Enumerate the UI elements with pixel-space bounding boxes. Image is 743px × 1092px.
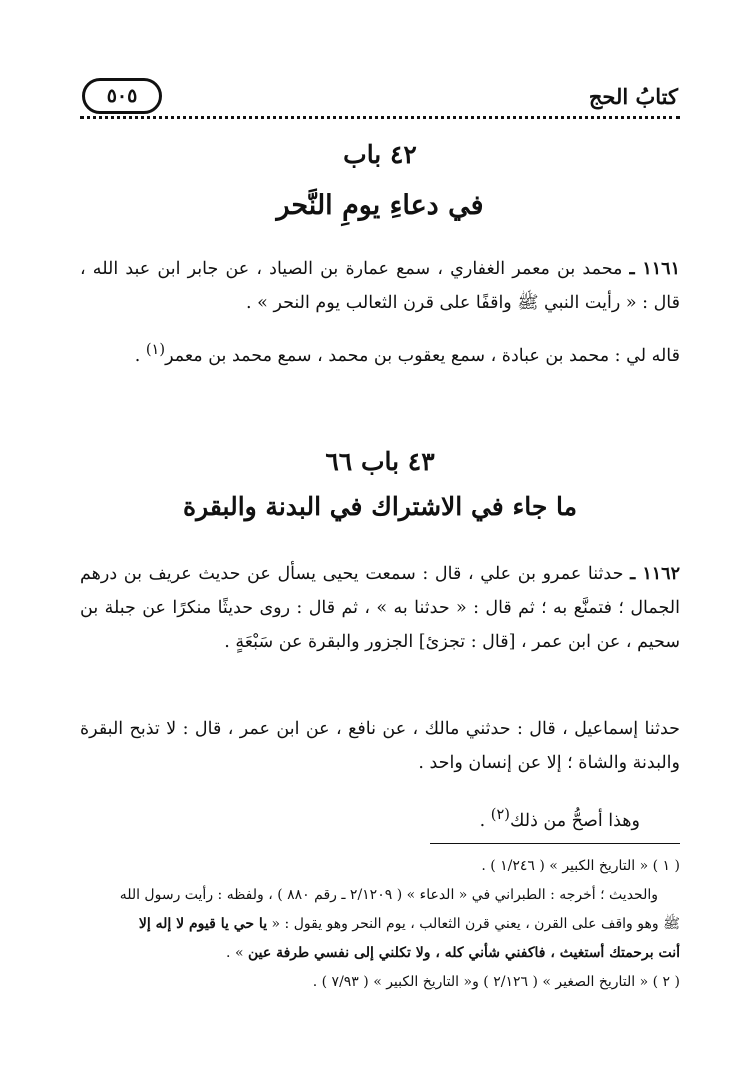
hadith-number: ١١٦١ ـ [629,259,680,279]
remark-text: وهذا أصحُّ من ذلك [509,810,640,831]
footnote-1-detail: والحديث ؛ أخرجه : الطبراني في « الدعاء » ( ٢/١٢٠٩ ـ رقم ٨٨٠ ) ، ولفظه : رأيت رسول الله [119,887,658,903]
footnote-marker[interactable]: (١) [145,341,166,358]
footnote-1-detail [80,939,680,968]
chapter-number: ٤٣ باب ٦٦ [325,447,435,476]
chain-text: قاله لي : محمد بن عبادة ، سمع يعقوب بن محمد ، سمع محمد بن معمر [165,345,680,366]
chapter-number: ٤٢ باب [343,140,417,169]
hadith-paragraph [80,557,680,659]
footnote-2: ( ٢ ) « التاريخ الصغير » ( ٢/١٢٦ ) و« التاريخ الكبير » ( ٧/٩٣ ) . [312,974,680,990]
chapter-title: ما جاء في الاشتراك في البدنة والبقرة [183,492,577,521]
chain-end: . [134,345,146,366]
footnote-quote: يا حي يا قيوم لا إله إلا [138,916,268,932]
page-number-badge: ٥٠٥ [82,78,162,114]
page-header [80,78,680,122]
footnote-1: ( ١ ) « التاريخ الكبير » ( ١/٢٤٦ ) . [481,858,680,874]
footnote-quote: أنت برحمتك أستغيث ، فاكفني شأني كله ، ولا تكلني إلى نفسي طرفة عين [247,945,680,961]
footnote-1-detail [80,910,680,939]
running-title: كتابُ الحج [588,84,678,109]
narration-paragraph [80,712,680,780]
hadith-paragraph [80,252,680,320]
chapter-title: في دعاءِ يومِ النَّحر [276,190,484,221]
footnote-divider [430,843,680,844]
hadith-text: محمد بن معمر الغفاري ، سمع عمارة بن الصياد ، عن جابر ابن عبد الله ، قال : « رأيت النبي ﷺ واقفًا على قرن الثعالب يوم النحر » . [80,259,680,313]
book-page [80,0,680,1092]
header-divider [80,116,680,123]
footnote-text: ﷺ وهو واقف على القرن ، يعني قرن الثعالب ، يوم النحر وهو يقول : « [267,916,680,932]
footnote-marker[interactable]: (٢) [490,806,510,823]
narration-text: حدثنا إسماعيل ، قال : حدثني مالك ، عن نافع ، عن ابن عمر ، قال : لا تذبح البقرة والبدنة والشاة ؛ إلا عن إنسان واحد . [80,719,680,773]
footnotes [80,852,680,997]
remark-end: . [479,810,491,831]
remark-paragraph [180,798,640,838]
hadith-text: حدثنا عمرو بن علي ، قال : سمعت يحيى يسأل عن حديث عريف بن درهم الجمال ؛ فتمنَّع به ؛ ثم قال : « حدثنا به » ، ثم قال : روى حديثًا منكرًا عن جبلة بن سحيم ، عن ابن عمر ، [قال : تجزئ] الجزور والبقرة عن سَبْعَةٍ . [80,564,680,652]
footnote-text: » . [226,945,248,961]
hadith-number: ١١٦٢ ـ [630,564,680,584]
chain-paragraph [80,333,680,373]
